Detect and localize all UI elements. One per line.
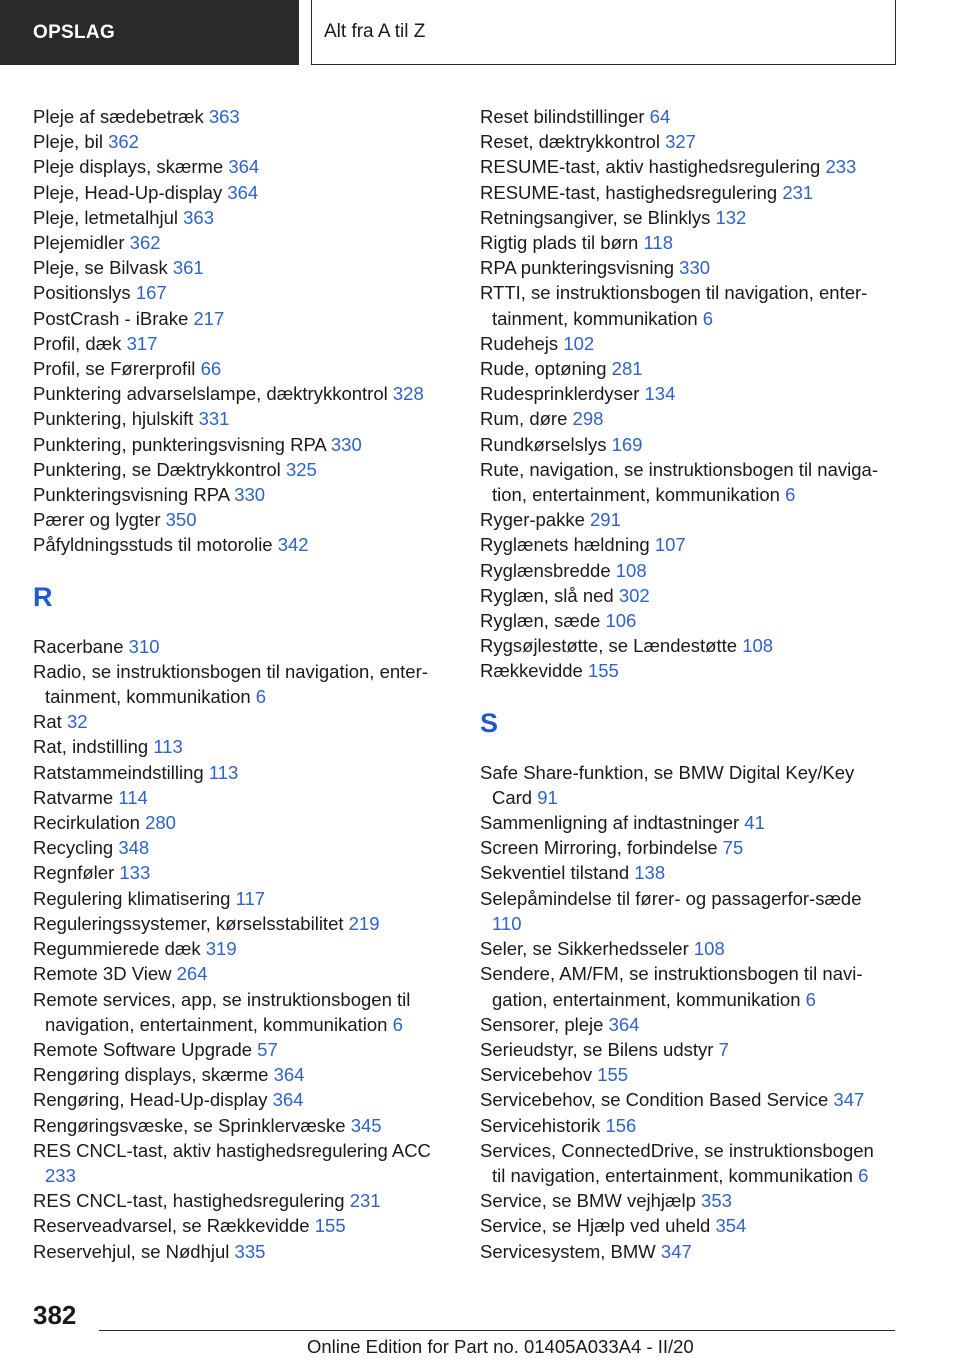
index-entry-term: Rigtig plads til børn xyxy=(480,232,644,254)
index-entry-term: Racerbane xyxy=(33,635,129,657)
index-entry-page-link[interactable]: 155 xyxy=(587,660,619,682)
index-entry xyxy=(480,1087,890,1112)
index-entry-term: Pleje displays, skærme xyxy=(33,156,229,178)
index-entry-term: Reservehjul, se Nødhjul xyxy=(33,1240,235,1262)
index-entry xyxy=(480,860,890,885)
index-entry-page-link[interactable]: 6 xyxy=(702,307,714,329)
index-entry-term: Pærer og lygter xyxy=(33,509,166,531)
index-entry xyxy=(33,1037,443,1062)
index-entry-page-link[interactable]: 364 xyxy=(272,1089,304,1111)
index-entry-page-link[interactable]: 155 xyxy=(597,1064,629,1086)
index-entry xyxy=(33,1138,443,1188)
index-entry-term: Positionslys xyxy=(33,282,136,304)
index-entry-term: Plejemidler xyxy=(33,232,130,254)
index-entry xyxy=(33,1213,443,1238)
index-entry-term: Rude, optøning xyxy=(480,358,612,380)
index-entry-term: Rengøringsvæske, se Sprinklervæske xyxy=(33,1114,351,1136)
index-entry xyxy=(480,154,890,179)
index-entry-term: Rum, døre xyxy=(480,408,573,430)
index-entry-term: Servicebehov xyxy=(480,1064,598,1086)
index-entry-page-link[interactable]: 354 xyxy=(715,1215,747,1237)
index-entry-term: Rudesprinklerdyser xyxy=(480,383,645,405)
index-entry xyxy=(480,1188,890,1213)
chapter-header xyxy=(311,0,896,65)
index-entry xyxy=(33,634,443,659)
index-entry-page-link[interactable]: 155 xyxy=(314,1215,346,1237)
index-entry xyxy=(33,886,443,911)
index-entry-term: Ryger-pakke xyxy=(480,509,591,531)
chapter-title: Alt fra A til Z xyxy=(324,21,426,42)
index-entry xyxy=(480,129,890,154)
index-entry xyxy=(33,1113,443,1138)
index-entry xyxy=(33,432,443,457)
index-entry-page-link[interactable]: 362 xyxy=(129,232,161,254)
index-entry-page-link[interactable]: 167 xyxy=(135,282,167,304)
index-entry xyxy=(33,1188,443,1213)
index-entry xyxy=(33,835,443,860)
index-entry-page-link[interactable]: 110 xyxy=(492,912,522,934)
index-entry-page-link[interactable]: 134 xyxy=(644,383,676,405)
index-entry-term: Rengøring, Head-Up-display xyxy=(33,1089,273,1111)
index-entry-term: Recirkulation xyxy=(33,812,146,834)
index-entry xyxy=(33,760,443,785)
section-tab xyxy=(0,0,299,65)
index-entry-page-link[interactable]: 66 xyxy=(200,358,222,380)
index-entry-page-link[interactable]: 133 xyxy=(119,862,151,884)
index-entry-term: Pleje, bil xyxy=(33,131,109,153)
index-entry xyxy=(33,129,443,154)
index-entry xyxy=(480,432,890,457)
index-entry-term: Rudehejs xyxy=(480,332,564,354)
index-entry-page-link[interactable]: 169 xyxy=(611,433,643,455)
index-entry xyxy=(480,331,890,356)
index-entry xyxy=(33,331,443,356)
index-entry-term: Servicesystem, BMW xyxy=(480,1240,661,1262)
index-entry-page-link[interactable]: 108 xyxy=(693,938,725,960)
page-number: 382 xyxy=(33,1300,77,1330)
index-entry-page-link[interactable]: 319 xyxy=(205,938,237,960)
index-entry-page-link[interactable]: 64 xyxy=(649,106,671,127)
index-entry xyxy=(480,835,890,860)
index-entry-page-link[interactable]: 6 xyxy=(392,1013,403,1035)
index-entry-term: Ryglænets hældning xyxy=(480,534,655,556)
index-entry-term: PostCrash - iBrake xyxy=(33,307,194,329)
index-entry xyxy=(33,734,443,759)
index-entry-page-link[interactable]: 91 xyxy=(537,786,558,808)
index-entry xyxy=(480,810,890,835)
index-entry xyxy=(33,785,443,810)
index-entry xyxy=(33,356,443,381)
index-entry-page-link[interactable]: 298 xyxy=(572,408,604,430)
index-entry-page-link[interactable]: 113 xyxy=(153,736,183,758)
index-entry xyxy=(33,205,443,230)
index-entry xyxy=(480,1239,890,1264)
index-entry xyxy=(33,1087,443,1112)
index-entry-page-link[interactable]: 335 xyxy=(234,1240,266,1262)
index-entry-page-link[interactable]: 310 xyxy=(128,635,160,657)
index-entry-page-link[interactable]: 330 xyxy=(679,257,711,279)
index-entry xyxy=(480,658,890,683)
index-entry xyxy=(33,406,443,431)
index-entry xyxy=(33,987,443,1037)
index-entry-page-link[interactable]: 233 xyxy=(45,1164,76,1186)
index-entry-page-link[interactable]: 75 xyxy=(722,837,744,859)
index-entry-term: Profil, se Førerprofil xyxy=(33,358,201,380)
index-entry-page-link[interactable]: 317 xyxy=(126,332,158,354)
index-entry xyxy=(480,457,890,507)
index-entry xyxy=(33,381,443,406)
index-entry-page-link[interactable]: 108 xyxy=(615,559,647,581)
index-entry-page-link[interactable]: 364 xyxy=(608,1013,640,1035)
index-entry-term: Remote services, app, se instruktionsbogen til navigation, entertainment, kommunikation xyxy=(33,988,411,1035)
index-entry-page-link[interactable]: 347 xyxy=(833,1089,865,1111)
index-entry-page-link[interactable]: 6 xyxy=(805,988,816,1010)
index-entry-term: Regnføler xyxy=(33,862,120,884)
index-entry xyxy=(33,961,443,986)
index-entry-page-link[interactable]: 114 xyxy=(118,786,148,808)
index-entry-term: Selepåmindelse til fører- og passagerfor-sæde xyxy=(480,887,862,909)
index-entry-term: RTTI, se instruktionsbogen til navigation, enter-tainment, kommunikation xyxy=(480,282,868,329)
index-entry-term: Rat, indstilling xyxy=(33,736,154,758)
index-entry-term: Regummierede dæk xyxy=(33,938,206,960)
index-entry-term: Rat xyxy=(33,711,67,733)
index-entry-page-link[interactable]: 364 xyxy=(228,156,260,178)
index-entry-term: Punktering, se Dæktrykkontrol xyxy=(33,458,286,480)
index-entry xyxy=(33,1062,443,1087)
index-entry xyxy=(480,381,890,406)
index-entry-term: Seler, se Sikkerhedsseler xyxy=(480,938,694,960)
index-entry xyxy=(480,608,890,633)
index-entry-term: Remote Software Upgrade xyxy=(33,1038,258,1060)
index-entry-term: RES CNCL-tast, hastighedsregulering xyxy=(33,1190,350,1212)
index-entry xyxy=(33,507,443,532)
index-entry xyxy=(480,406,890,431)
index-entry-page-link[interactable]: 132 xyxy=(715,206,747,228)
index-entry-page-link[interactable]: 327 xyxy=(665,131,696,153)
index-entry xyxy=(33,180,443,205)
index-entry xyxy=(480,583,890,608)
index-entry xyxy=(480,230,890,255)
index-entry-term: Pleje, Head-Up-display xyxy=(33,181,228,203)
index-entry-page-link[interactable]: 264 xyxy=(176,963,208,985)
index-entry-page-link[interactable]: 364 xyxy=(227,181,259,203)
index-entry xyxy=(33,1239,443,1264)
index-entry-page-link[interactable]: 280 xyxy=(145,812,176,834)
index-entry-page-link[interactable]: 362 xyxy=(108,131,139,153)
index-entry xyxy=(33,532,443,557)
index-entry-page-link[interactable]: 118 xyxy=(643,232,673,254)
index-entry xyxy=(480,356,890,381)
index-entry-term: Sendere, AM/FM, se instruktionsbogen til navi-gation, entertainment, kommunikation xyxy=(480,963,863,1010)
index-entry-page-link[interactable]: 6 xyxy=(255,686,267,708)
index-entry-term: Regulering klimatisering xyxy=(33,887,236,909)
index-entry-term: Serieudstyr, se Bilens udstyr xyxy=(480,1038,719,1060)
index-entry-page-link[interactable]: 107 xyxy=(654,534,686,556)
index-entry xyxy=(480,205,890,230)
index-entry-term: Ratvarme xyxy=(33,786,119,808)
index-entry xyxy=(480,255,890,280)
index-entry-page-link[interactable]: 342 xyxy=(277,534,309,556)
index-entry-term: Rækkevidde xyxy=(480,660,588,682)
index-entry-term: Service, se Hjælp ved uheld xyxy=(480,1215,716,1237)
index-entry-page-link[interactable]: 363 xyxy=(208,106,240,127)
index-letter-heading: R xyxy=(33,581,53,612)
index-entry-page-link[interactable]: 281 xyxy=(611,358,643,380)
index-entry-term: Servicehistorik xyxy=(480,1114,606,1136)
index-entry-term: Pleje, se Bilvask xyxy=(33,257,173,279)
index-entry-term: Punktering, hjulskift xyxy=(33,408,199,430)
index-entry xyxy=(480,1113,890,1138)
index-entry-page-link[interactable]: 330 xyxy=(234,484,266,506)
index-entry xyxy=(480,558,890,583)
index-entry xyxy=(33,709,443,734)
index-entry-term: Ryglæn, sæde xyxy=(480,610,606,632)
index-entry xyxy=(480,1213,890,1238)
index-entry-page-link[interactable]: 363 xyxy=(183,206,215,228)
index-entry-term: Rundkørselslys xyxy=(480,433,612,455)
index-entry-term: Reset bilindstillinger xyxy=(480,106,650,127)
index-entry xyxy=(480,1012,890,1037)
index-entry-term: Recycling xyxy=(33,837,119,859)
index-entry xyxy=(480,936,890,961)
index-entry-term: Profil, dæk xyxy=(33,332,127,354)
index-entry-page-link[interactable]: 328 xyxy=(392,383,424,405)
index-entry-page-link[interactable]: 41 xyxy=(744,812,765,834)
index-entry-term: Ryglæn, slå ned xyxy=(480,584,619,606)
index-entry-term: Pleje, letmetalhjul xyxy=(33,206,184,228)
index-entry-page-link[interactable]: 325 xyxy=(285,458,317,480)
index-entry-page-link[interactable]: 106 xyxy=(605,610,637,632)
index-entry-page-link[interactable]: 330 xyxy=(330,433,362,455)
index-entry xyxy=(33,860,443,885)
index-column-right xyxy=(480,104,890,1264)
index-entry-page-link[interactable]: 7 xyxy=(718,1038,729,1060)
index-entry-page-link[interactable]: 219 xyxy=(348,912,380,934)
index-entry xyxy=(480,760,890,810)
index-entry xyxy=(480,180,890,205)
index-entry xyxy=(480,507,890,532)
index-entry-term: Servicebehov, se Condition Based Service xyxy=(480,1089,834,1111)
edition-note: Online Edition for Part no. 01405A033A4 - II/20 xyxy=(307,1336,694,1357)
index-entry-term: Punkteringsvisning RPA xyxy=(33,484,235,506)
index-entry-term: Screen Mirroring, forbindelse xyxy=(480,837,723,859)
index-entry-page-link[interactable]: 108 xyxy=(742,635,774,657)
index-entry-term: Reguleringssystemer, kørselsstabilitet xyxy=(33,912,349,934)
section-title: OPSLAG xyxy=(33,21,116,43)
index-entry-term: Radio, se instruktionsbogen til navigation, enter-tainment, kommunikation xyxy=(33,660,428,708)
index-entry-page-link[interactable]: 32 xyxy=(66,711,88,733)
index-entry xyxy=(33,482,443,507)
index-entry-page-link[interactable]: 347 xyxy=(660,1240,692,1262)
index-entry-term: Ryglænsbredde xyxy=(480,559,616,581)
index-entry-term: Services, ConnectedDrive, se instruktionsbogen til navigation, entertainment, kommunikation xyxy=(480,1139,874,1186)
index-entry xyxy=(33,936,443,961)
index-entry-page-link[interactable]: 117 xyxy=(235,887,266,909)
index-entry xyxy=(33,911,443,936)
index-entry-term: Reset, dæktrykkontrol xyxy=(480,131,666,153)
index-entry xyxy=(33,154,443,179)
footer-divider xyxy=(99,1330,895,1331)
index-entry-page-link[interactable]: 361 xyxy=(172,257,204,279)
index-entry-page-link[interactable]: 217 xyxy=(193,307,225,329)
index-entry-page-link[interactable]: 57 xyxy=(257,1038,278,1060)
index-entry xyxy=(480,961,890,1011)
index-entry-term: Pleje af sædebetræk xyxy=(33,106,209,127)
index-entry xyxy=(33,255,443,280)
index-entry-term: Service, se BMW vejhjælp xyxy=(480,1190,702,1212)
index-entry-page-link[interactable]: 113 xyxy=(208,761,239,783)
index-entry-page-link[interactable]: 302 xyxy=(618,584,650,606)
index-entry xyxy=(480,1037,890,1062)
index-entry-term: Rengøring displays, skærme xyxy=(33,1064,274,1086)
index-entry xyxy=(480,886,890,936)
index-entry-term: RESUME-tast, hastighedsregulering xyxy=(480,181,783,203)
index-entry xyxy=(480,280,890,330)
index-entry-page-link[interactable]: 345 xyxy=(350,1114,382,1136)
index-column-left xyxy=(33,104,443,1264)
index-entry-term: Rygsøjlestøtte, se Lændestøtte xyxy=(480,635,743,657)
index-entry-term: RESUME-tast, aktiv hastighedsregulering xyxy=(480,156,826,178)
index-entry-term: RPA punkteringsvisning xyxy=(480,257,680,279)
index-entry-page-link[interactable]: 6 xyxy=(858,1164,869,1186)
index-entry xyxy=(33,659,443,709)
index-entry-term: Sammenligning af indtastninger xyxy=(480,812,745,834)
index-entry-page-link[interactable]: 138 xyxy=(634,862,666,884)
index-entry-page-link[interactable]: 102 xyxy=(563,332,595,354)
index-entry-page-link[interactable]: 350 xyxy=(165,509,197,531)
index-entry xyxy=(480,1138,890,1188)
index-entry xyxy=(480,532,890,557)
index-entry-page-link[interactable]: 231 xyxy=(349,1190,381,1212)
index-entry xyxy=(33,104,443,129)
index-entry xyxy=(33,306,443,331)
index-entry-term: Retningsangiver, se Blinklys xyxy=(480,206,716,228)
index-entry-term: Ratstammeindstilling xyxy=(33,761,209,783)
index-entry-page-link[interactable]: 364 xyxy=(273,1064,305,1086)
index-entry-term: Safe Share-funktion, se BMW Digital Key/Key Card xyxy=(480,761,855,808)
index-entry-page-link[interactable]: 331 xyxy=(198,408,230,430)
index-entry xyxy=(480,1062,890,1087)
index-entry xyxy=(33,280,443,305)
index-entry xyxy=(33,230,443,255)
index-entry-page-link[interactable]: 233 xyxy=(825,156,857,178)
index-entry-term: Sensorer, pleje xyxy=(480,1013,609,1035)
index-entry-term: Punktering advarselslampe, dæktrykkontrol xyxy=(33,383,393,405)
index-entry-page-link[interactable]: 231 xyxy=(782,181,814,203)
index-entry-term: Sekventiel tilstand xyxy=(480,862,635,884)
index-entry-page-link[interactable]: 348 xyxy=(118,837,150,859)
index-entry xyxy=(33,810,443,835)
index-entry-term: Remote 3D View xyxy=(33,963,177,985)
index-entry xyxy=(480,633,890,658)
index-entry xyxy=(480,104,890,129)
index-entry-term: RES CNCL-tast, aktiv hastighedsregulering ACC xyxy=(33,1139,431,1161)
index-entry-page-link[interactable]: 6 xyxy=(785,484,796,506)
index-entry-page-link[interactable]: 156 xyxy=(605,1114,637,1136)
index-entry-term: Påfyldningsstuds til motorolie xyxy=(33,534,278,556)
index-entry-page-link[interactable]: 291 xyxy=(590,509,621,531)
index-entry-term: Punktering, punkteringsvisning RPA xyxy=(33,433,331,455)
index-entry-term: Rute, navigation, se instruktionsbogen til naviga-tion, entertainment, kommunikation xyxy=(480,458,878,506)
index-entry-page-link[interactable]: 353 xyxy=(701,1190,732,1212)
index-letter-heading: S xyxy=(480,707,499,738)
index-entry xyxy=(33,457,443,482)
index-entry-term: Reserveadvarsel, se Rækkevidde xyxy=(33,1215,315,1237)
